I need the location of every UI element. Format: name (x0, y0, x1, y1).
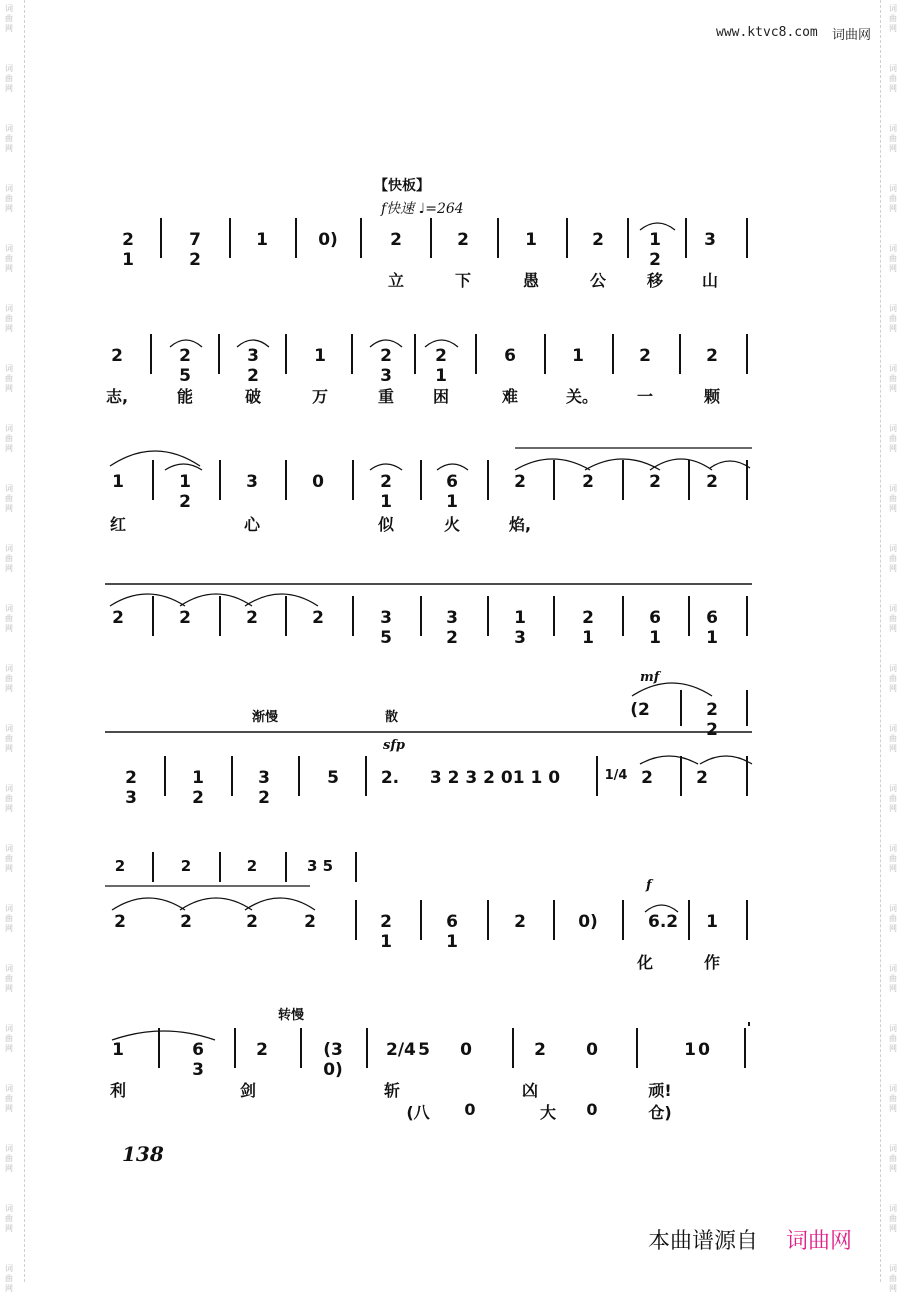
watermark-char-group: 词 曲 网 (5, 844, 13, 873)
lyric-char: 化 (636, 953, 653, 972)
slur-arc (640, 223, 675, 230)
watermark-char-group: 词 曲 网 (889, 304, 897, 333)
watermark-char-group: 词 曲 网 (5, 64, 13, 93)
note: 2 (639, 346, 651, 366)
note: 0) (578, 912, 598, 932)
note: 3 2 3 2 01 1 0 (429, 768, 561, 788)
watermark-char-group: 词 曲 网 (5, 244, 13, 273)
note: 0 (312, 472, 324, 492)
note: 5 (418, 1040, 430, 1060)
barline (231, 756, 233, 796)
barline (680, 756, 682, 796)
barline (158, 1028, 160, 1068)
lyric-char: 斩 (383, 1081, 400, 1100)
barline (420, 596, 422, 636)
note: 2 (696, 768, 708, 788)
page-number: 138 (122, 1142, 164, 1166)
mark-text: sfp (383, 738, 406, 753)
percussion-syllable: 大 (539, 1103, 556, 1122)
note: 1/4 (604, 768, 628, 783)
slur-arc (640, 756, 698, 764)
note: 1 2 (649, 230, 661, 270)
lyric-char: 万 (311, 387, 328, 406)
note: 1 2 (179, 472, 191, 512)
note: 2 (706, 472, 718, 492)
note: 1 (112, 472, 124, 492)
lyric-char: 立 (387, 271, 404, 290)
barline (596, 756, 598, 796)
note: (2 (630, 700, 650, 720)
barline (285, 460, 287, 500)
barline (150, 334, 152, 374)
note: 2 (111, 346, 123, 366)
source-brand[interactable]: 词曲网 (786, 1229, 853, 1254)
watermark-char-group: 词 曲 网 (5, 784, 13, 813)
note: 2 (592, 230, 604, 250)
note: 2 1 (582, 608, 594, 648)
note: 2 3 (125, 768, 137, 808)
note: 2 (112, 608, 124, 628)
note: 6 3 (192, 1040, 204, 1080)
barline (688, 596, 690, 636)
note: 1 (572, 346, 584, 366)
lyric-char: 公 (589, 271, 606, 290)
barline (229, 218, 231, 258)
barline (487, 596, 489, 636)
barline (219, 460, 221, 500)
watermark-char-group: 词 曲 网 (889, 424, 897, 453)
barline (746, 460, 748, 500)
note: 2 (534, 1040, 546, 1060)
note: 3 5 (380, 608, 392, 648)
note: 2 (514, 912, 526, 932)
note: 1 2 (192, 768, 204, 808)
note: 3 2 (258, 768, 270, 808)
barline (553, 460, 555, 500)
mark-text: 散 (385, 710, 399, 725)
watermark-char-group: 词 曲 网 (889, 184, 897, 213)
lyric-char: 难 (501, 387, 518, 406)
note: 6 1 (706, 608, 718, 648)
barline (295, 218, 297, 258)
note: 6 1 (649, 608, 661, 648)
lyric-char: 似 (377, 515, 394, 534)
barline (160, 218, 162, 258)
lyric-char: 剑 (239, 1081, 256, 1100)
barline (553, 596, 555, 636)
note: 0 (586, 1040, 598, 1060)
note: 2 (114, 857, 126, 875)
watermark-char-group: 词 曲 网 (889, 664, 897, 693)
barline (688, 460, 690, 500)
barline (164, 756, 166, 796)
watermark-char-group: 词 曲 网 (5, 4, 13, 33)
watermark-char-group: 词 曲 网 (889, 544, 897, 573)
watermark-char-group: 词 曲 网 (5, 724, 13, 753)
barline (351, 334, 353, 374)
note: 2 3 (380, 346, 392, 386)
watermark-char-group: 词 曲 网 (5, 364, 13, 393)
note: 2/4 (386, 1040, 416, 1060)
watermark-char-group: 词 曲 网 (5, 184, 13, 213)
barline (352, 460, 354, 500)
note: 2 (641, 768, 653, 788)
watermark-char-group: 词 曲 网 (5, 604, 13, 633)
note: 2 (390, 230, 402, 250)
barline (746, 596, 748, 636)
note: 1 (256, 230, 268, 250)
barline (746, 900, 748, 940)
barline (622, 460, 624, 500)
watermark-char-group: 词 曲 网 (5, 964, 13, 993)
note: 2 1 (122, 230, 134, 270)
barline (475, 334, 477, 374)
note: 7 2 (189, 230, 201, 270)
barline (497, 218, 499, 258)
barline (746, 334, 748, 374)
note: 2 5 (179, 346, 191, 386)
note: 5 (327, 768, 339, 788)
watermark-char-group: 词 曲 网 (5, 124, 13, 153)
lyric-char: 作 (703, 953, 720, 972)
slur-arc (110, 594, 185, 606)
watermark-char-group: 词 曲 网 (889, 64, 897, 93)
lyric-char: 能 (176, 387, 193, 406)
watermark-char-group: 词 曲 网 (5, 1024, 13, 1053)
note: 3 5 (306, 857, 334, 875)
lyric-char: 关。 (566, 387, 599, 406)
watermark-char-group: 词 曲 网 (889, 1204, 897, 1233)
lyric-char: 顽! (648, 1081, 672, 1100)
note: 6.2 (648, 912, 679, 932)
note: 2. (380, 768, 400, 788)
barline (355, 852, 357, 882)
mark-text: f (646, 878, 652, 893)
percussion-syllable: 0 (464, 1100, 476, 1119)
barline (685, 218, 687, 258)
lyric-char: 重 (377, 387, 394, 406)
watermark-char-group: 词 曲 网 (889, 1264, 897, 1293)
watermark-char-group: 词 曲 网 (5, 1084, 13, 1113)
note: 2 1 (380, 472, 392, 512)
barline (746, 218, 748, 258)
barline (430, 218, 432, 258)
barline (746, 690, 748, 726)
note: 1 (112, 1040, 124, 1060)
note: 2 (180, 912, 192, 932)
site-name[interactable]: 词曲网 (832, 28, 872, 43)
note: 6 1 (446, 912, 458, 952)
slur-arc (700, 756, 752, 764)
mark-text: mf (640, 670, 660, 685)
lyric-char: 利 (109, 1081, 126, 1100)
slur-arc (112, 1031, 215, 1040)
barline (566, 218, 568, 258)
barline (152, 596, 154, 636)
note: 0) (318, 230, 338, 250)
barline (352, 596, 354, 636)
note: 6 (504, 346, 516, 366)
barline (420, 900, 422, 940)
mark-text: 转慢 (278, 1008, 305, 1023)
barline (234, 1028, 236, 1068)
watermark-char-group: 词 曲 网 (5, 544, 13, 573)
barline (744, 1028, 746, 1068)
barline (544, 334, 546, 374)
note: 2 (706, 346, 718, 366)
lyric-char: 愚 (522, 271, 539, 290)
note: 2 (312, 608, 324, 628)
note: 1 (525, 230, 537, 250)
lyric-char: 山 (701, 271, 718, 290)
barline (420, 460, 422, 500)
watermark-char-group: 词 曲 网 (889, 844, 897, 873)
note: 3 2 (247, 346, 259, 386)
barline (285, 852, 287, 882)
percussion-syllable: 0 (586, 1100, 598, 1119)
note: 3 (704, 230, 716, 250)
barline (636, 1028, 638, 1068)
barline (414, 334, 416, 374)
note: 1 3 (514, 608, 526, 648)
watermark-char-group: 词 曲 网 (889, 604, 897, 633)
watermark-char-group: 词 曲 网 (889, 124, 897, 153)
mark-text: 渐慢 (252, 710, 279, 725)
note: (3 0) (323, 1040, 343, 1080)
note: 1 (706, 912, 718, 932)
note: 2 1 (380, 912, 392, 952)
watermark-char-group: 词 曲 网 (5, 424, 13, 453)
watermark-char-group: 词 曲 网 (889, 4, 897, 33)
site-url[interactable]: www.ktvc8.com (716, 25, 818, 40)
barline (152, 460, 154, 500)
lyric-char: 移 (646, 271, 663, 290)
barline (688, 900, 690, 940)
note: 1 (314, 346, 326, 366)
note: 1 (684, 1040, 696, 1060)
lyric-char: 困 (432, 387, 449, 406)
watermark-char-group: 词 曲 网 (889, 724, 897, 753)
slur-arc (710, 461, 750, 468)
watermark-char-group: 词 曲 网 (889, 244, 897, 273)
lyric-char: 凶 (521, 1081, 538, 1100)
note: 2 (246, 608, 258, 628)
slur-arc (245, 594, 318, 606)
barline (512, 1028, 514, 1068)
note: 2 (304, 912, 316, 932)
barline (285, 596, 287, 636)
barline (366, 1028, 368, 1068)
note: 2 (180, 857, 192, 875)
lyric-char: 志, (105, 387, 129, 406)
source-label: 本曲谱源自 (648, 1229, 759, 1254)
barline (218, 334, 220, 374)
tempo-marking: f快速 ♩=264 (381, 201, 464, 217)
watermark-char-group: 词 曲 网 (5, 904, 13, 933)
slur-arc (180, 594, 252, 606)
note: 2 2 (706, 700, 718, 740)
slur-arc (370, 464, 402, 470)
lyric-char: 破 (244, 387, 261, 406)
watermark-char-group: 词 曲 网 (889, 964, 897, 993)
watermark-char-group: 词 曲 网 (5, 484, 13, 513)
barline (746, 756, 748, 796)
note: 6 1 (446, 472, 458, 512)
watermark-char-group: 词 曲 网 (889, 484, 897, 513)
note: 2 1 (435, 346, 447, 386)
watermark-char-group: 词 曲 网 (889, 1144, 897, 1173)
barline (487, 460, 489, 500)
section-title: 【快板】 (374, 178, 430, 194)
barline (487, 900, 489, 940)
slur-arc (112, 898, 185, 910)
barline (748, 1022, 750, 1026)
barline (219, 852, 221, 882)
percussion-syllable: 仓) (648, 1103, 672, 1122)
barline (300, 1028, 302, 1068)
slur-arc (245, 898, 315, 910)
note: 2 (114, 912, 126, 932)
note: 2 (246, 857, 258, 875)
percussion-syllable: (八 (406, 1103, 430, 1122)
slur-arc (650, 459, 712, 470)
barline (285, 334, 287, 374)
watermark-char-group: 词 曲 网 (889, 364, 897, 393)
lyric-char: 火 (443, 515, 460, 534)
watermark-char-group: 词 曲 网 (889, 784, 897, 813)
note: 0 (460, 1040, 472, 1060)
watermark-char-group: 词 曲 网 (5, 1204, 13, 1233)
barline (627, 218, 629, 258)
watermark-char-group: 词 曲 网 (5, 1144, 13, 1173)
barline (553, 900, 555, 940)
note: 2 (649, 472, 661, 492)
slur-arc (165, 464, 202, 470)
lyric-char: 颗 (703, 387, 720, 406)
barline (360, 218, 362, 258)
note: 2 (457, 230, 469, 250)
note: 2 (256, 1040, 268, 1060)
slur-arc (645, 905, 678, 912)
barline (679, 334, 681, 374)
lyric-char: 心 (243, 515, 260, 534)
barline (612, 334, 614, 374)
watermark-char-group: 词 曲 网 (5, 664, 13, 693)
watermark-char-group: 词 曲 网 (889, 904, 897, 933)
slur-arc (180, 898, 252, 910)
note: 2 (514, 472, 526, 492)
lyric-char: 一 (636, 387, 653, 406)
watermark-char-group: 词 曲 网 (5, 304, 13, 333)
watermark-char-group: 词 曲 网 (889, 1024, 897, 1053)
barline (622, 596, 624, 636)
watermark-char-group: 词 曲 网 (889, 1084, 897, 1113)
note: 2 (246, 912, 258, 932)
lyric-char: 焰, (508, 515, 532, 534)
slur-arc (437, 464, 468, 470)
note: 3 2 (446, 608, 458, 648)
note: 0 (698, 1040, 710, 1060)
note: 3 (246, 472, 258, 492)
barline (622, 900, 624, 940)
barline (355, 900, 357, 940)
note: 2 (582, 472, 594, 492)
barline (680, 690, 682, 726)
barline (152, 852, 154, 882)
watermark-char-group: 词 曲 网 (5, 1264, 13, 1293)
barline (298, 756, 300, 796)
lyric-char: 红 (109, 515, 126, 534)
barline (219, 596, 221, 636)
note: 2 (179, 608, 191, 628)
barline (365, 756, 367, 796)
lyric-char: 下 (454, 271, 471, 290)
